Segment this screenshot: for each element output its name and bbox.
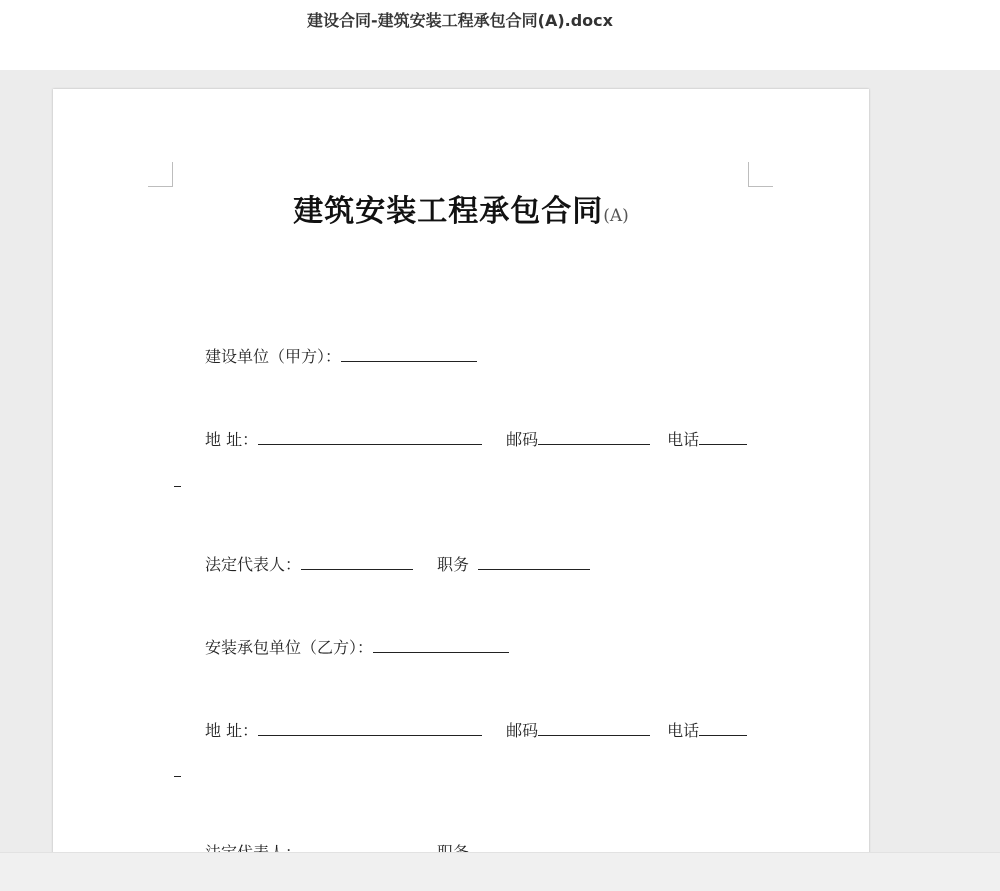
party-a-rep-line — [205, 552, 590, 576]
party-a-rep-blank — [301, 553, 413, 570]
contract-title — [53, 186, 869, 230]
party-b-unit-blank — [373, 636, 509, 653]
document-page — [53, 89, 869, 889]
party-a-rep-label: 法定代表人： — [205, 555, 302, 574]
party-b-address-blank — [258, 719, 482, 736]
crop-mark-top-left — [148, 162, 173, 187]
party-b-phone-label: 电话 — [667, 721, 700, 740]
party-a-postcode-blank — [538, 428, 650, 445]
document-viewer[interactable] — [0, 70, 1000, 852]
party-a-unit-label: 建设单位（甲方）： — [205, 347, 342, 366]
party-a-position-label: 职务 — [437, 555, 470, 574]
party-a-unit-blank — [341, 345, 477, 362]
crop-mark-top-right — [748, 162, 773, 187]
party-a-line-continuation — [174, 486, 181, 487]
party-b-address-line — [205, 718, 747, 742]
title-bar — [0, 0, 1000, 70]
contract-title-suffix: (A) — [603, 206, 629, 226]
party-b-unit-line — [205, 635, 509, 659]
party-a-address-blank — [258, 428, 482, 445]
party-a-unit-line — [205, 344, 477, 368]
party-b-phone-blank — [699, 719, 747, 736]
party-a-address-line — [205, 427, 747, 451]
party-b-postcode-label: 邮码 — [506, 721, 539, 740]
party-b-line-continuation — [174, 776, 181, 777]
party-a-phone-label: 电话 — [667, 430, 700, 449]
party-b-postcode-blank — [538, 719, 650, 736]
party-a-postcode-label: 邮码 — [506, 430, 539, 449]
party-b-address-label: 地 址： — [205, 721, 259, 740]
party-a-position-blank — [478, 553, 590, 570]
party-a-phone-blank — [699, 428, 747, 445]
document-filename: 建设合同-建筑安装工程承包合同(A).docx — [307, 11, 613, 30]
bottom-status-bar — [0, 852, 1000, 891]
party-b-unit-label: 安装承包单位（乙方）： — [205, 638, 374, 657]
contract-title-main: 建筑安装工程承包合同 — [293, 194, 604, 229]
party-a-address-label: 地 址： — [205, 430, 259, 449]
